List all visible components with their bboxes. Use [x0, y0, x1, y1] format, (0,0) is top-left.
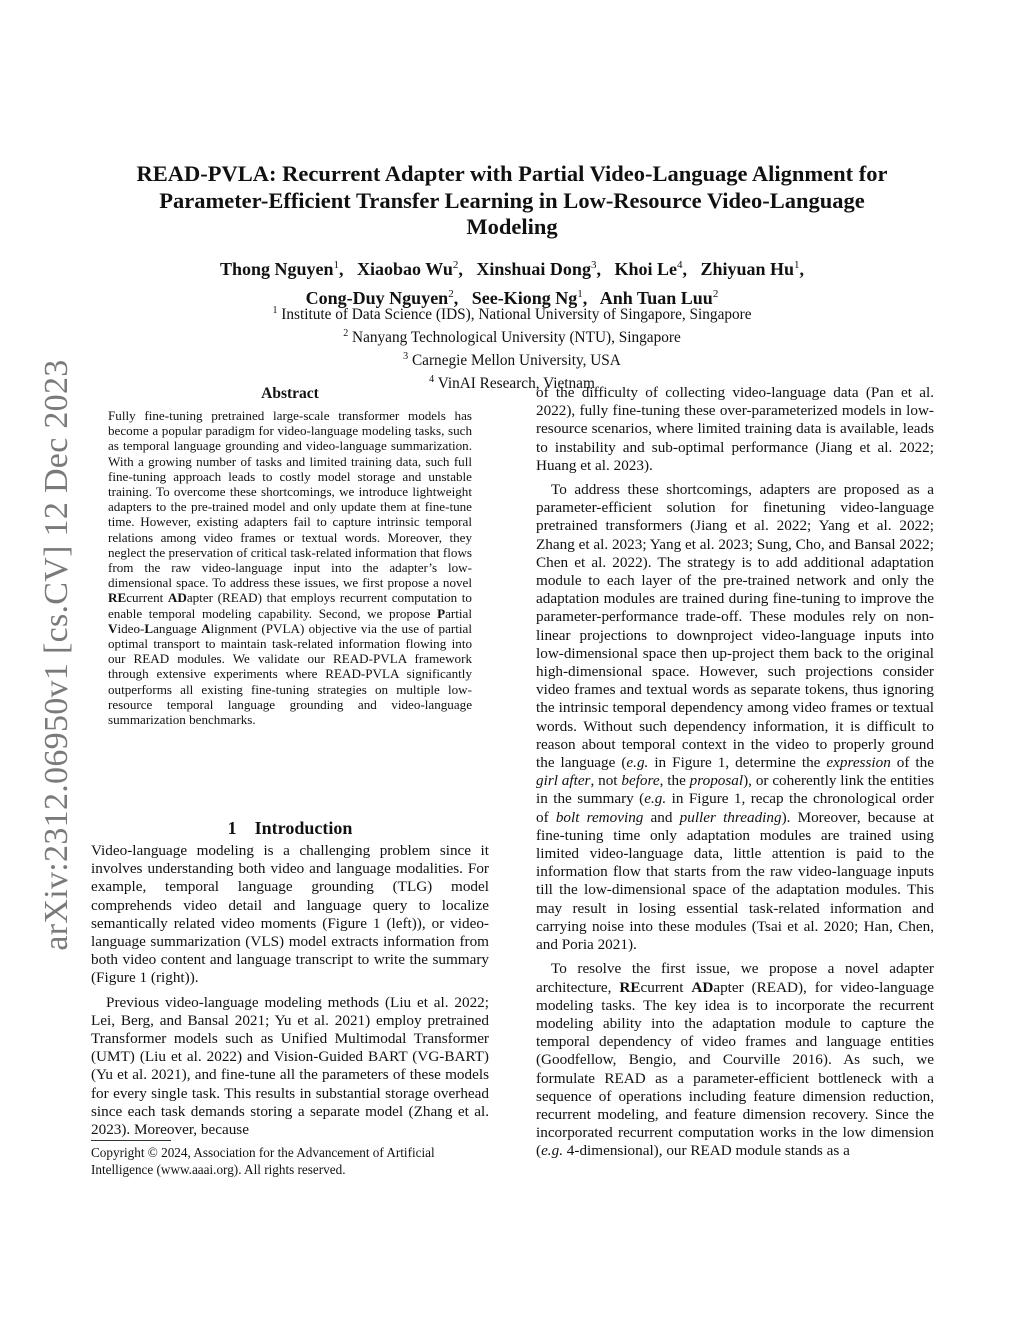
paragraph: Previous video-language modeling methods (Liu et al. 2022; Lei, Berg, and Bansal 2021; Yu et al. 2021) employ pretrained Transformer models such as Unified Multimodal Transformer (UMT) (Liu et al. 2022) and Vision-Guided BART (VG-BART) (Yu et al. 2021), and fine-tune all the parameters of these models for every single task. This results in substantial storage overhead since each task demands storing a separate model (Zhang et al. 2023). Moreover, because [91, 993, 489, 1139]
affiliation-list [110, 301, 914, 393]
paragraph: To resolve the first issue, we propose a novel adapter architecture, REcurrent ADapter (READ), for video-language modeling tasks. The key idea is to incorporate the recurrent modeling ability into the adaptation module to capture the temporal dependency of video frames and language entities (Goodfellow, Bengio, and Courville 2016). As such, we formulate READ as a parameter-efficient bottleneck with a sequence of operations including feature dimension reduction, recurrent modeling, and feature dimension recovery. Since the incorporated recurrent computation works in the low dimension (e.g. 4-dimensional), our READ module stands as a [536, 960, 934, 1160]
author: Thong Nguyen$^1$, [219, 259, 344, 279]
author: Cong-Duy Nguyen$^2$, [305, 288, 459, 308]
paragraph: of the difficulty of collecting video-language data (Pan et al. 2022), fully fine-tuning these over-parameterized models in low-resource scenarios, where limited training data is available, leads to instability and sub-optimal performance (Jiang et al. 2022; Huang et al. 2023). [536, 384, 934, 474]
footnote-rule [91, 1140, 171, 1141]
author: Xiaobao Wu$^2$, [357, 259, 463, 279]
affiliation: $^3$ Carnegie Mellon University, USA [403, 351, 621, 370]
left-column-body [91, 842, 489, 1145]
affiliation: $^2$ Nanyang Technological University (NTU), Singapore [343, 328, 681, 347]
author: Anh Tuan Luu$^2$ [599, 288, 719, 308]
arxiv-stamp: arXiv:2312.06950v1 [cs.CV] 12 Dec 2023 [38, 359, 75, 951]
copyright-footnote: Copyright © 2024, Association for the Advancement of Artificial Intelligence (www.aaai.org). All rights reserved. [91, 1145, 435, 1177]
right-column-body [536, 384, 934, 1167]
paragraph: To address these shortcomings, adapters are proposed as a parameter-efficient solution for finetuning video-language pretrained transformers (Jiang et al. 2022; Yang et al. 2022; Zhang et al. 2023; Yang et al. 2023; Sung, Cho, and Bansal 2022; Chen et al. 2022). The strategy is to add additional adaptation module to each layer of the pre-trained network and only the adaptation modules are trained during fine-tuning to improve the parameter-performance trade-off. These modules rely on non-linear projections to downproject video-language inputs into low-dimensional space then up-project them back to the original high-dimensional space. However, such projections consider video frames and textual words as separate tokens, thus ignoring the intrinsic temporal dependency among video frames or textual words. Without such dependency information, it is difficult to reason about temporal context in the video to properly ground the language (e.g. in Figure 1, determine the expression of the girl after, not before, the proposal), or coherently link the entities in the summary (e.g. in Figure 1, recap the chronological order of bolt removing and puller threading). Moreover, because at fine-tuning time only adaptation modules are trained using limited video-language data, little attention is paid to the information flow that starts from the raw video-language inputs till the low-dimensional space of the adaptation modules. This may result in losing essential task-related information and carrying noise into these modules (Tsai et al. 2020; Han, Chen, and Poria 2021). [536, 481, 934, 954]
affiliation: $^4$ VinAI Research, Vietnam [429, 374, 595, 393]
author: Xinshuai Dong$^3$, [476, 259, 601, 279]
affiliation: $^1$ Institute of Data Science (IDS), National University of Singapore, Singapore [272, 305, 752, 324]
author: Zhiyuan Hu$^1$, [700, 259, 805, 279]
author: Khoi Le$^4$, [614, 259, 687, 279]
paragraph: Video-language modeling is a challenging problem since it involves understanding both video and language modalities. For example, temporal language grounding (TLG) model comprehends video detail and language query to localize semantically related video moments (Figure 1 (left)), or video-language summarization (VLS) model extracts information from both video content and language transcript to write the summary (Figure 1 (right)). [91, 842, 489, 987]
abstract-text: Fully fine-tuning pretrained large-scale transformer models has become a popular paradigm for video-language modeling tasks, such as temporal language grounding and video-language summarization. With a growing number of tasks and limited training data, such full fine-tuning approach leads to costly model storage and unstable training. To overcome these shortcomings, we introduce lightweight adapters to the pre-trained model and only update them at fine-tune time. However, existing adapters fail to capture intrinsic temporal relations among video frames or textual words. Moreover, they neglect the preservation of critical task-related information that flows from the raw video-language input into the adapter’s low-dimensional space. To address these issues, we first propose a novel REcurrent ADapter (READ) that employs recurrent computation to enable temporal modeling capability. Second, we propose Partial Video-Language Alignment (PVLA) objective via the use of partial optimal transport to maintain task-related information flowing into our READ modules. We validate our READ-PVLA framework through extensive experiments where READ-PVLA significantly outperforms all existing fine-tuning strategies on multiple low-resource temporal language grounding and video-language summarization benchmarks. [108, 408, 472, 728]
author: See-Kiong Ng$^1$, [471, 288, 588, 308]
section-heading-introduction: 1 Introduction [227, 818, 353, 838]
abstract-heading: Abstract [261, 385, 319, 402]
paper-title: READ-PVLA: Recurrent Adapter with Partial Video-Language Alignment for Parameter-Efficient Transfer Learning in Low-Resource Video-Language Modeling [136, 161, 888, 239]
